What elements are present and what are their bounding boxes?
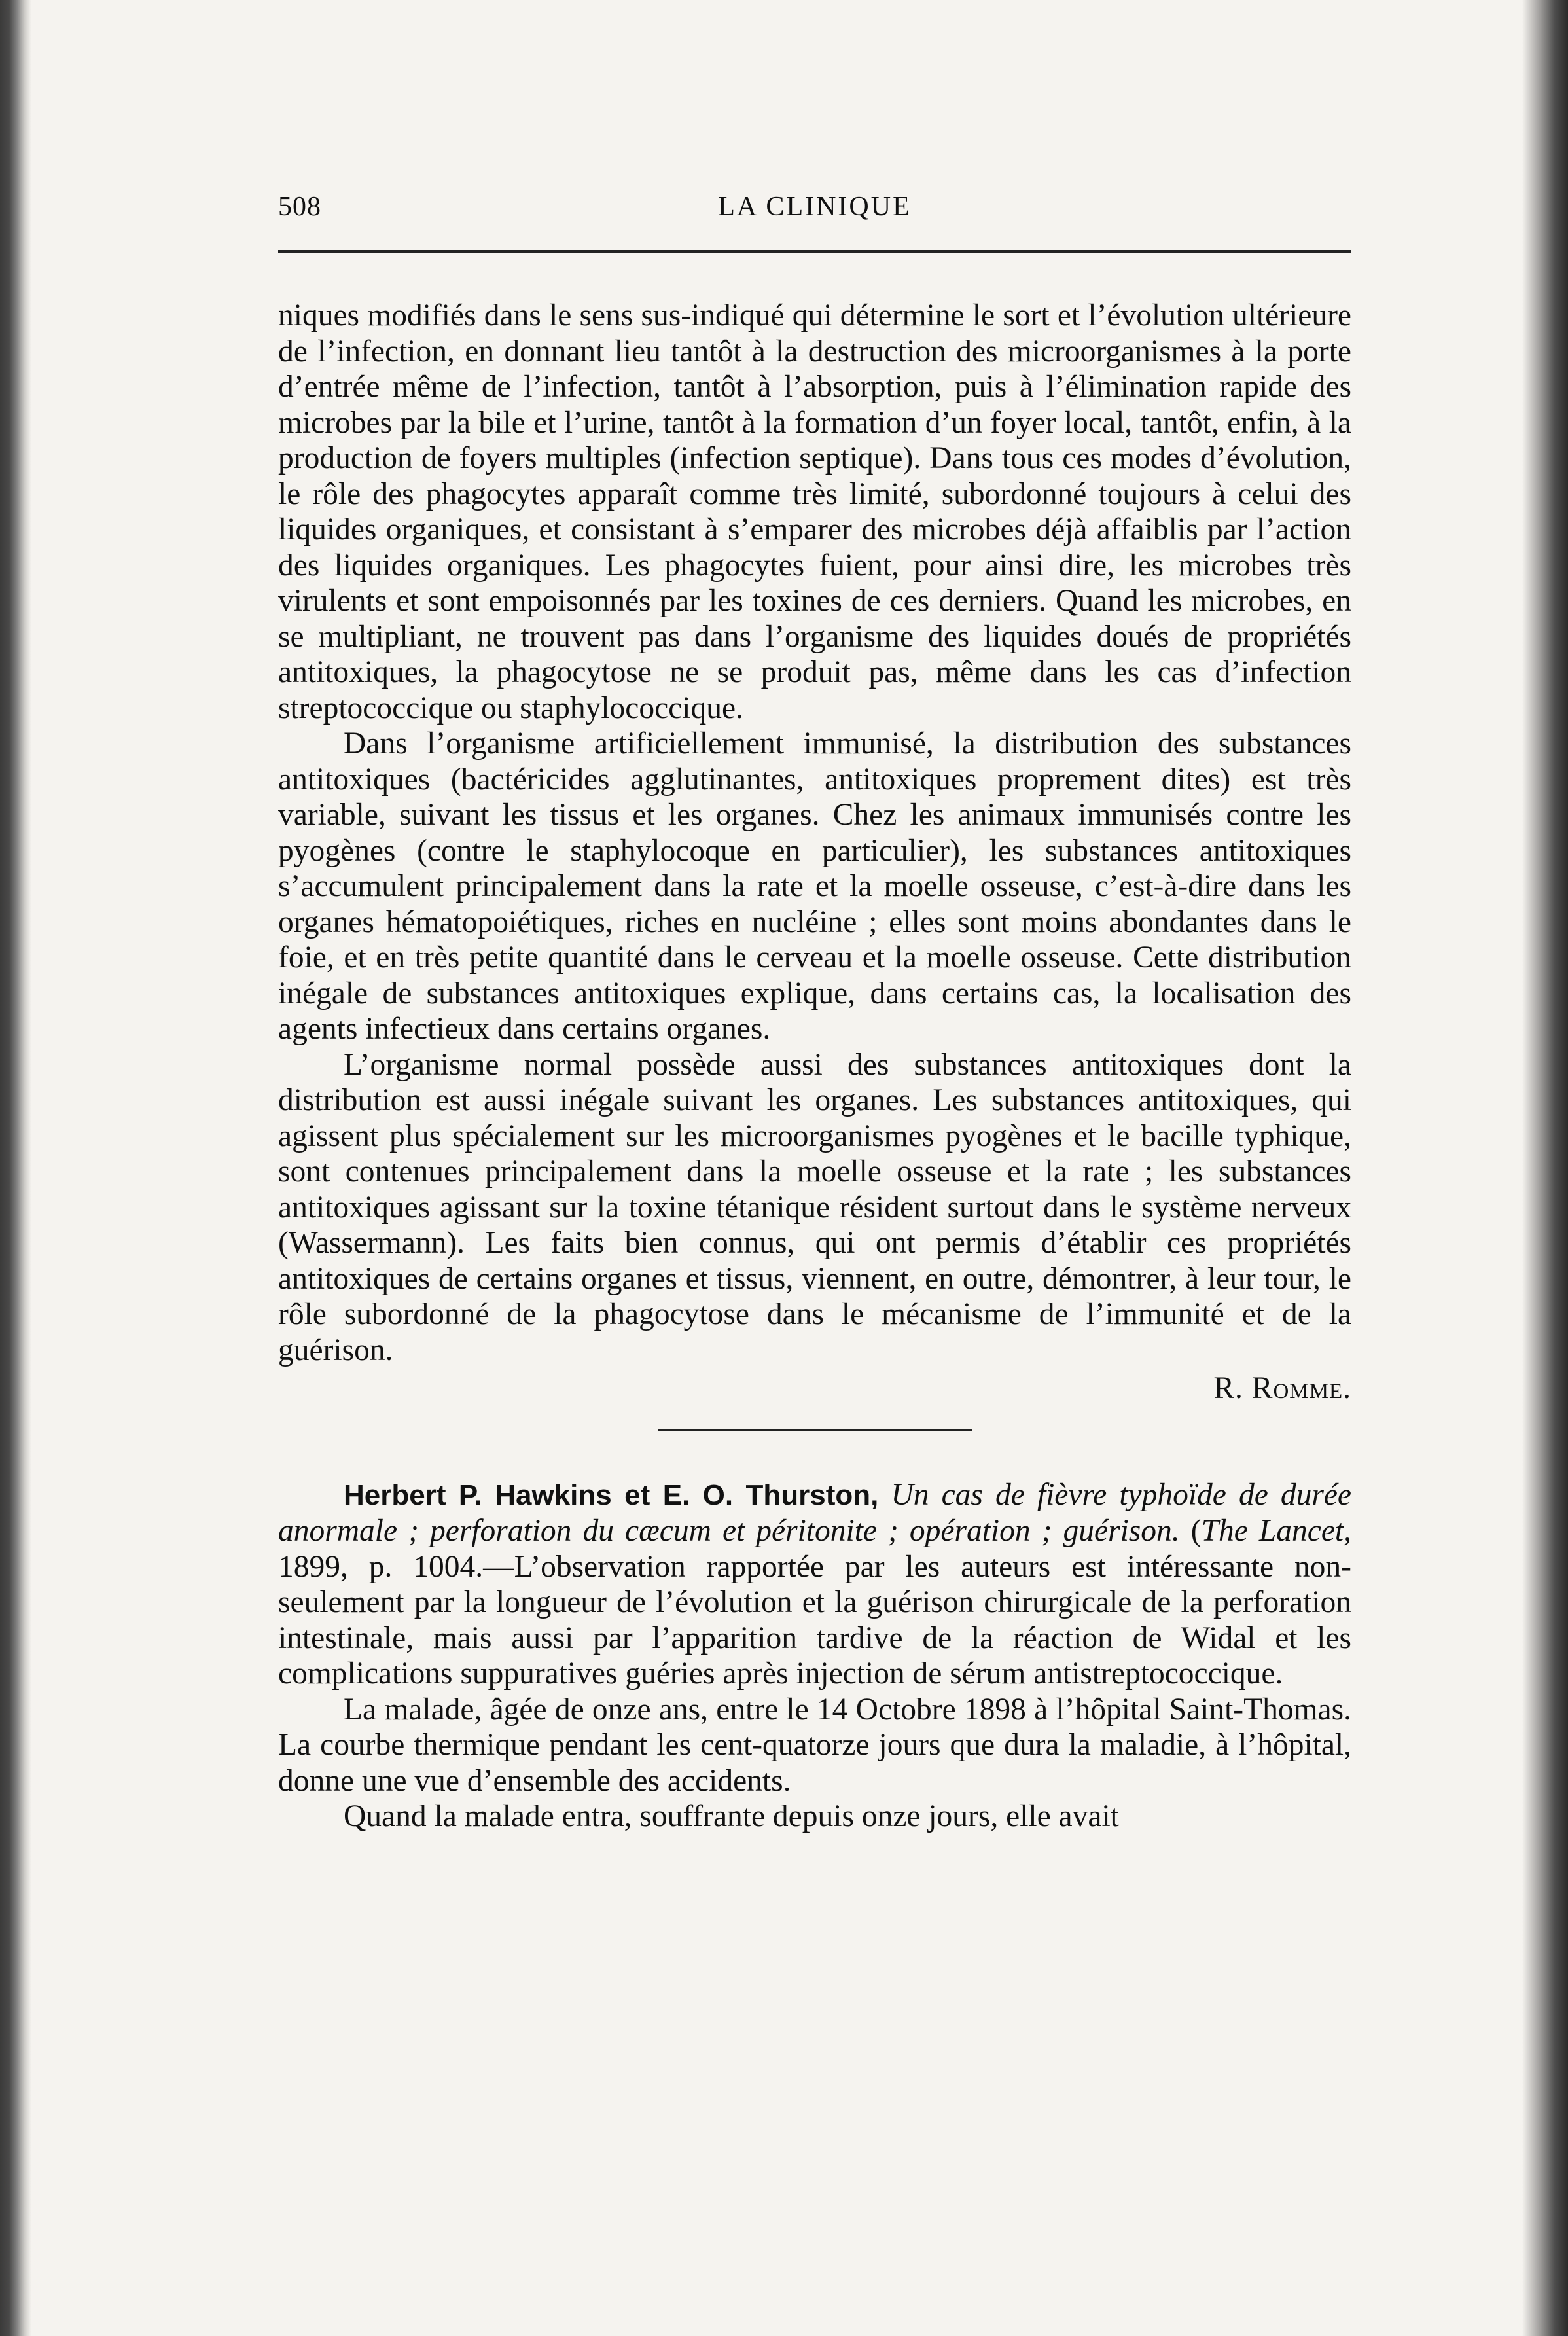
article2-paragraph-1 (278, 1477, 1351, 1692)
header-rule (278, 250, 1351, 253)
article2-journal: The Lancet, (1201, 1514, 1352, 1548)
binding-edge-right (1522, 0, 1568, 2336)
running-title: LA CLINIQUE (718, 192, 912, 222)
article2-citation-text: 1899, p. 1004.—L’observation rapportée par les auteurs est intéressante non-seulement par la longueur de l’évolution et la guérison chirurgicale de la perforation intestinale, mais aussi par l’apparition tardive de la réaction de Widal et les complications suppuratives guéries après injection de sérum antistreptococcique. (278, 1549, 1351, 1691)
article2-paragraph-2: La malade, âgée de onze ans, entre le 14 Octobre 1898 à l’hôpital Saint-Thomas. La courbe thermique pendant les cent-quatorze jours que dura la maladie, à l’hôpital, donne une vue d’ensemble des accidents. (278, 1692, 1351, 1798)
article2-title: Un cas de fièvre typhoïde de durée anormale ; perforation du cæcum et péritonite ; opération ; guérison. (278, 1477, 1351, 1548)
article1-paragraph-1: niques modifiés dans le sens sus-indiqué qui détermine le sort et l’évolution ultérieure de l’infection, en donnant lieu tantôt à la destruction des microorganismes à la porte d’entrée même de l’infection, tantôt à l’absorption, puis à l’élimination rapide des microbes par la bile et l’urine, tantôt à la formation d’un foyer local, tantôt, enfin, à la production de foyers multiples (infection septique). Dans tous ces modes d’évolution, le rôle des phagocytes apparaît comme très limité, subordonné toujours à celui des liquides organiques, et consistant à s’emparer des microbes déjà affaiblis par l’action des liquides organiques. Les phagocytes fuient, pour ainsi dire, les microbes très virulents et sont empoisonnés par les toxines de ces derniers. Quand les microbes, en se multipliant, ne trouvent pas dans l’organisme des liquides doués de propriétés antitoxiques, la phagocytose ne se produit pas, même dans les cas d’infection streptococcique ou staphylococcique. (278, 298, 1351, 725)
binding-edge-left (0, 0, 31, 2336)
article1-signature (278, 1371, 1351, 1407)
body-text (278, 298, 1351, 1835)
article2-citation-open: ( (1190, 1514, 1202, 1548)
page-number: 508 (278, 192, 321, 222)
article1-paragraph-2: Dans l’organisme artificiellement immunisé, la distribution des substances antitoxiques (bactéricides agglutinantes, antitoxiques proprement dites) est très variable, suivant les tissus et les organes. Chez les animaux immunisés contre les pyogènes (contre le staphylocoque en particulier), les substances antitoxiques s’accumulent principalement dans la rate et la moelle osseuse, c’est-à-dire dans les organes hématopoiétiques, riches en nucléine ; elles sont moins abondantes dans le foie, et en très petite quantité dans le cerveau et la moelle osseuse. Cette distribution inégale de substances antitoxiques explique, dans certains cas, la localisation des agents infectieux dans certains organes. (278, 727, 1351, 1046)
article1-paragraph-3: L’organisme normal possède aussi des substances antitoxiques dont la distribution est aussi inégale suivant les organes. Les substances antitoxiques, qui agissent plus spécialement sur les microorganismes pyogènes et le bacille typhique, sont contenues principalement dans la moelle osseuse et la rate ; les substances antitoxiques agissant sur la toxine tétanique résident surtout dans le système nerveux (Wassermann). Les faits bien connus, qui ont permis d’établir ces propriétés antitoxiques de certains organes et tissus, viennent, en outre, démontrer, à leur tour, le rôle subordonné de la phagocytose dans le mécanisme de l’immunité et de la guérison. (278, 1047, 1351, 1367)
article2-authors: Herbert P. Hawkins et E. O. Thurston, (344, 1479, 879, 1511)
article2-paragraph-3: Quand la malade entra, souffrante depuis onze jours, elle avait (344, 1799, 1119, 1833)
signature-initial: R. (1213, 1371, 1243, 1405)
page-header (278, 191, 1351, 237)
section-divider (658, 1429, 972, 1431)
signature-name: Romme. (1251, 1371, 1351, 1405)
